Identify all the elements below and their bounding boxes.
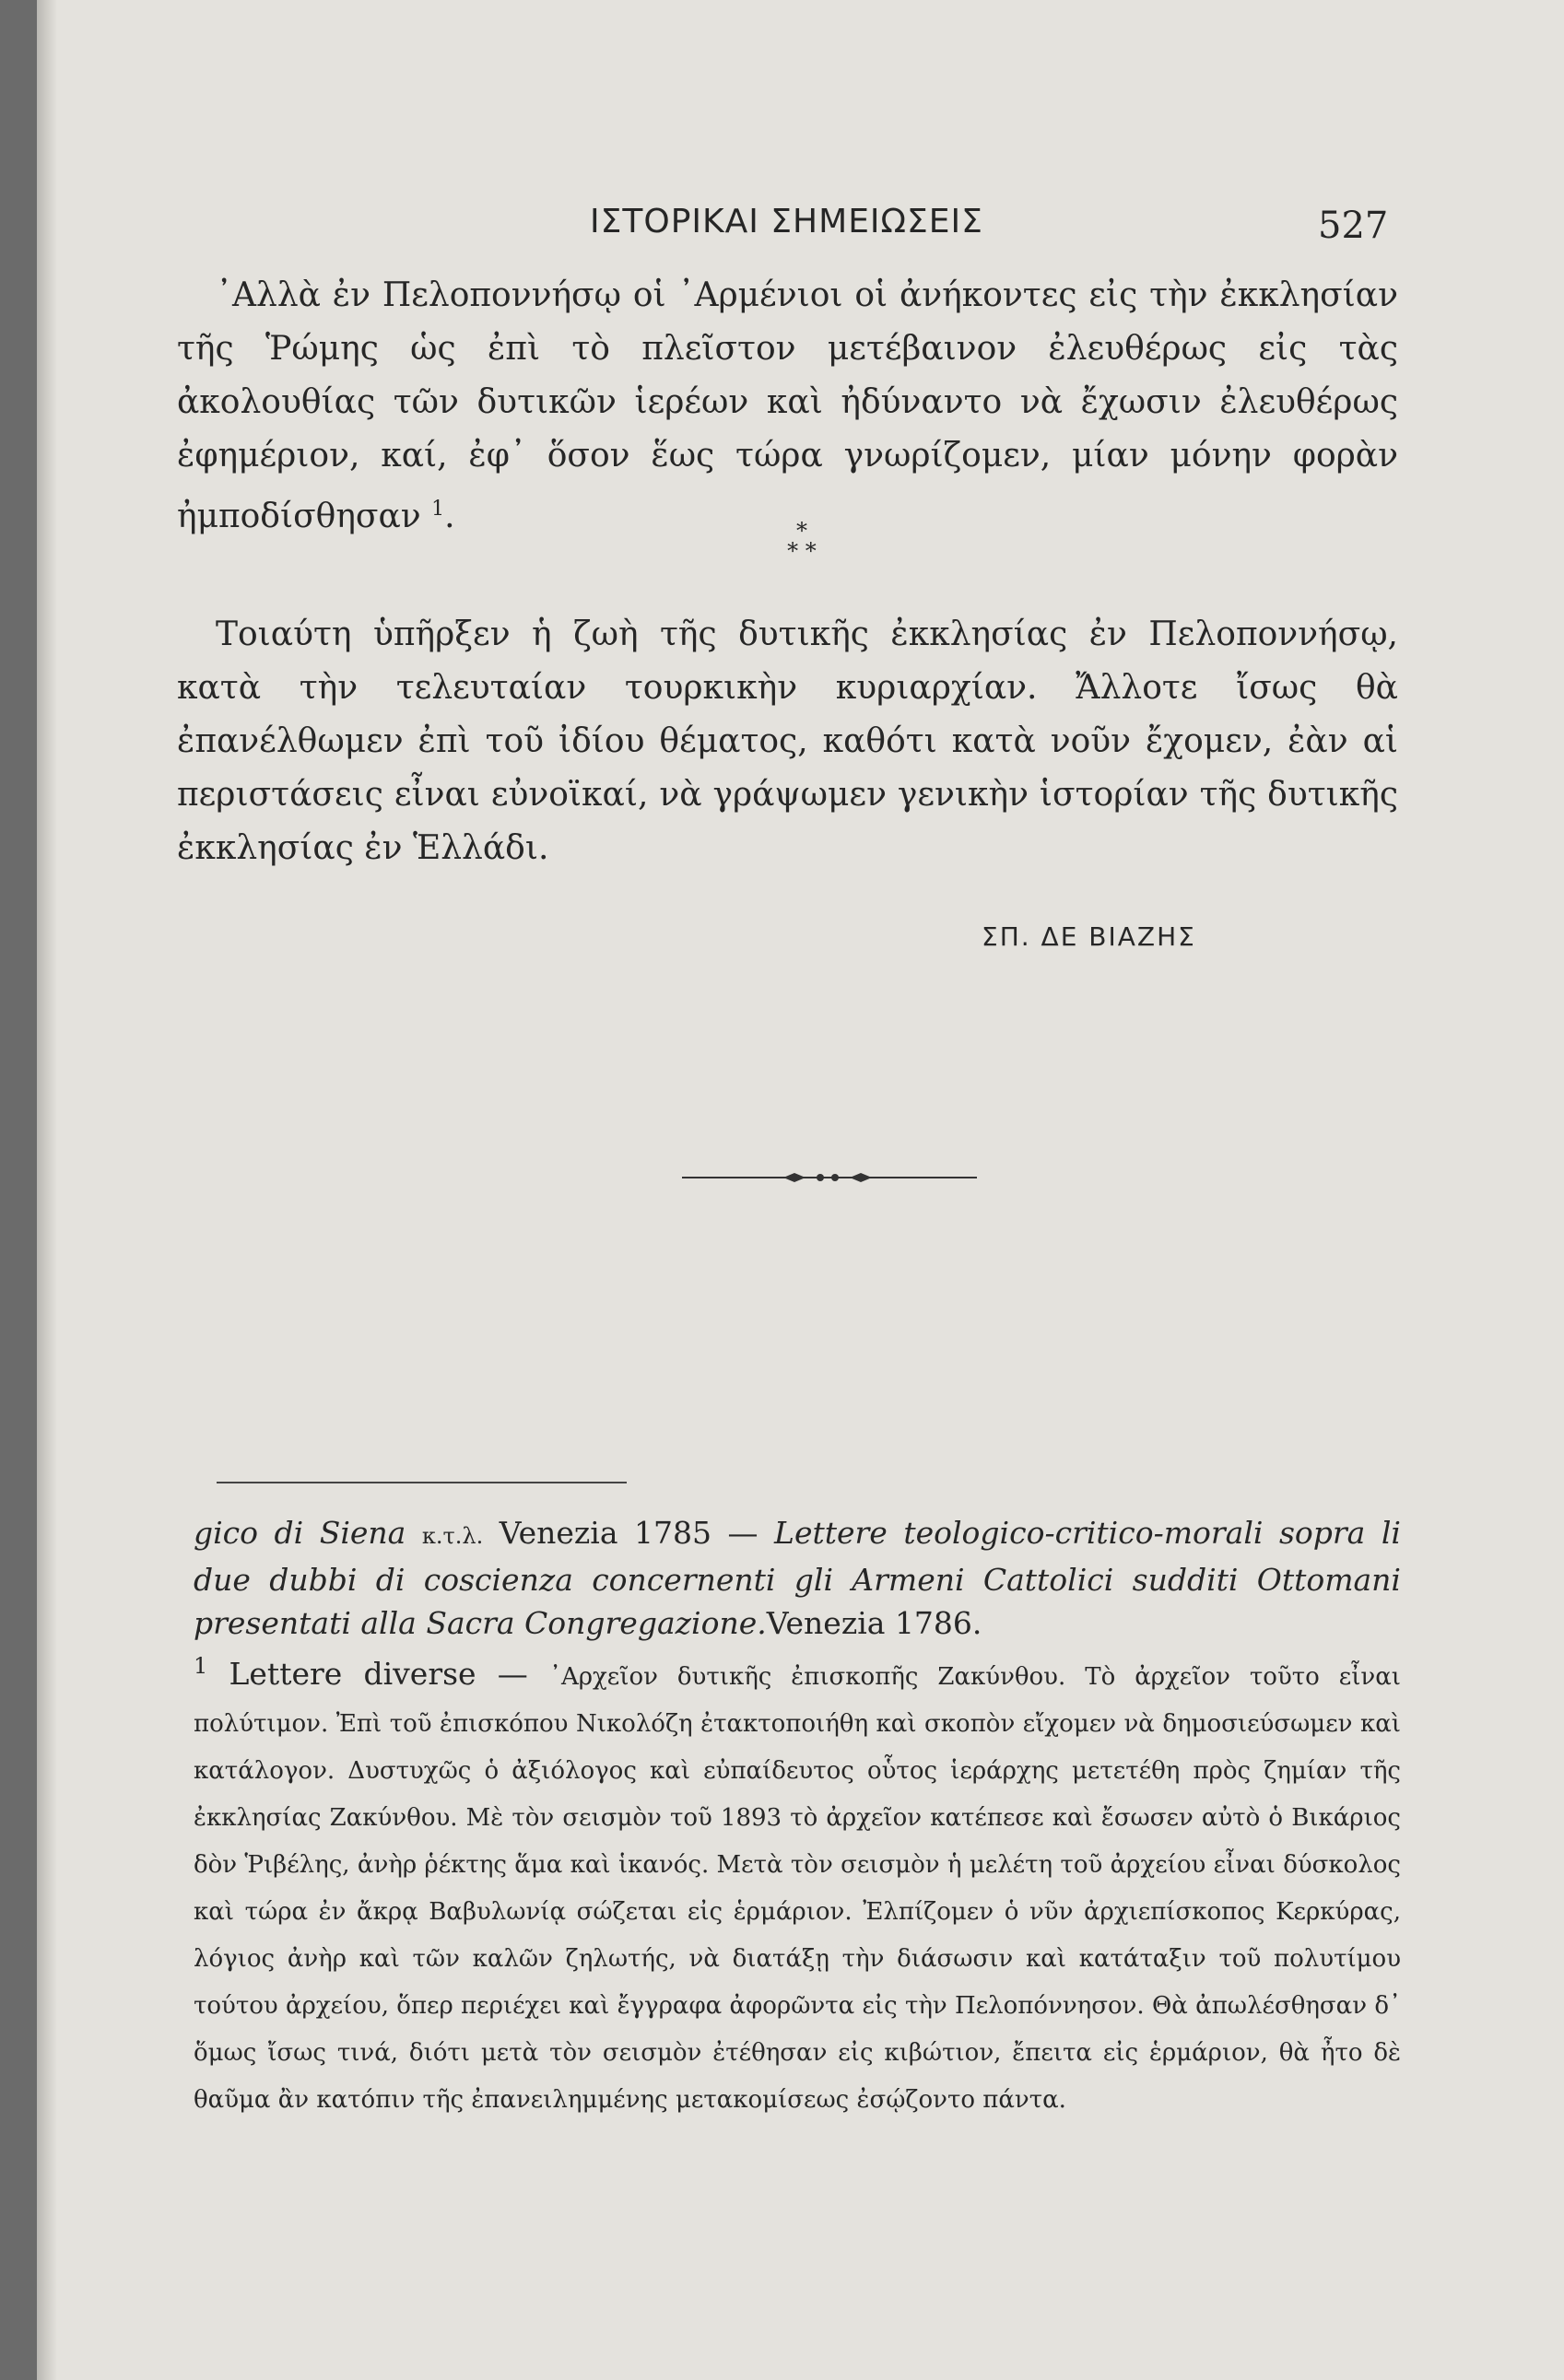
footnote-title-lettere: Lettere teologico-critico-morali sopra li due dubbi di coscienza concernenti gli Armeni Cattolici sudditi Ottomani presentati alla Sacra Congregazione. [194,1515,1401,1641]
footnote-abbreviation: κ.τ.λ. [421,1523,484,1549]
footnote-place-year-2: Venezia 1786. [766,1605,982,1641]
book-page [37,0,1564,2380]
paragraph-1-end: . [444,498,455,535]
ornament-divider [682,1168,977,1187]
footnote-1-text: ᾿Αρχεῖον δυτικῆς ἐπισκοπῆς Ζακύνθου. Τὸ ἀρχεῖον τοῦτο εἶναι πολύτιμον. Ἐπὶ τοῦ ἐπισκόπου Νικολόζη ἐτακτοποιήθη καὶ σκοπὸν εἴχομεν νὰ δημοσιεύσωμεν καὶ κατάλογον. Δυστυχῶς ὁ ἀξιόλογος καὶ εὐπαίδευτος οὗτος ἱεράρχης μετετέθη πρὸς ζημίαν τῆς ἐκκλησίας Ζακύνθου. Μὲ τὸν σεισμὸν τοῦ 1893 τὸ ἀρχεῖον κατέπεσε καὶ ἔσωσεν αὐτὸ ὁ Βικάριος δὸν Ῥιβέλης, ἀνὴρ ῥέκτης ἅμα καὶ ἱκανός. Μετὰ τὸν σεισμὸν ἡ μελέτη τοῦ ἀρχείου εἶναι δύσκολος καὶ τώρα ἐν ἄκρᾳ Βαβυλωνίᾳ σώζεται εἰς ἑρμάριον. Ἐλπίζομεν ὁ νῦν ἀρχιεπίσκοπος Κερκύρας, λόγιος ἀνὴρ καὶ τῶν καλῶν ζηλωτής, νὰ διατάξῃ τὴν διάσωσιν καὶ κατάταξιν τοῦ πολυτίμου τούτου ἀρχείου, ὅπερ περιέχει καὶ ἔγγραφα ἀφορῶντα εἰς τὴν Πελοπόννησον. Θὰ ἀπωλέσθησαν δ᾿ ὅμως ἴσως τινά, διότι μετὰ τὸν σεισμὸν ἐτέθησαν εἰς κιβώτιον, ἔπειτα εἰς ἑρμάριον, θὰ ἦτο δὲ θαῦμα ἂν κατόπιν τῆς ἐπανειλημμένης μετακομίσεως ἐσῴζοντο πάντα. [194,1663,1401,2114]
page-number: 527 [1318,205,1389,247]
running-head: ΙΣΤΟΡΙΚΑΙ ΣΗΜΕΙΩΣΕΙΣ [590,203,983,240]
footnote-1-lead: Lettere diverse — [229,1656,549,1692]
footnote-separator [217,1482,627,1483]
footnote-title-siena: gico di Siena [194,1515,406,1551]
footnote-1-number: 1 [194,1653,208,1679]
asterism-top: * [796,518,807,544]
asterism-section-break [765,518,839,567]
footnote-place-year: Venezia 1785 — [499,1515,758,1551]
footnote-reference-1: 1 [431,498,445,521]
footnote-continuation [194,1511,1401,1645]
paragraph-1-text: ᾿Αλλὰ ἐν Πελοποννήσῳ οἱ ᾿Αρμένιοι οἱ ἀνήκοντες εἰς τὴν ἐκκλησίαν τῆς Ῥώμης ὡς ἐπὶ τὸ πλεῖστον μετέβαινον ἐλευθέρως εἰς τὰς ἀκολουθίας τῶν δυτικῶν ἱερέων καὶ ἠδύναντο νὰ ἔχωσιν ἐλευθέρως ἐφημέριον, καί, ἐφ᾿ ὅσον ἕως τώρα γνωρίζομεν, μίαν μόνην φορὰν ἠμποδίσθησαν [177,276,1398,535]
asterism-bottom: * * [787,538,817,564]
footnotes [194,1511,1401,2122]
paragraph-armenians [177,269,1398,544]
footnote-1 [194,1645,1401,2122]
author-signature: ΣΠ. ΔΕ ΒΙΑΖΗΣ [982,921,1196,952]
paragraph-conclusion: Τοιαύτη ὑπῆρξεν ἡ ζωὴ τῆς δυτικῆς ἐκκλησίας ἐν Πελοποννήσῳ, κατὰ τὴν τελευταίαν τουρκικὴν κυριαρχίαν. Ἄλλοτε ἴσως θὰ ἐπανέλθωμεν ἐπὶ τοῦ ἰδίου θέματος, καθότι κατὰ νοῦν ἔχομεν, ἐὰν αἱ περιστάσεις εἶναι εὐνοϊκαί, νὰ γράψωμεν γενικὴν ἱστορίαν τῆς δυτικῆς ἐκκλησίας ἐν Ἑλλάδι. [177,616,1398,867]
